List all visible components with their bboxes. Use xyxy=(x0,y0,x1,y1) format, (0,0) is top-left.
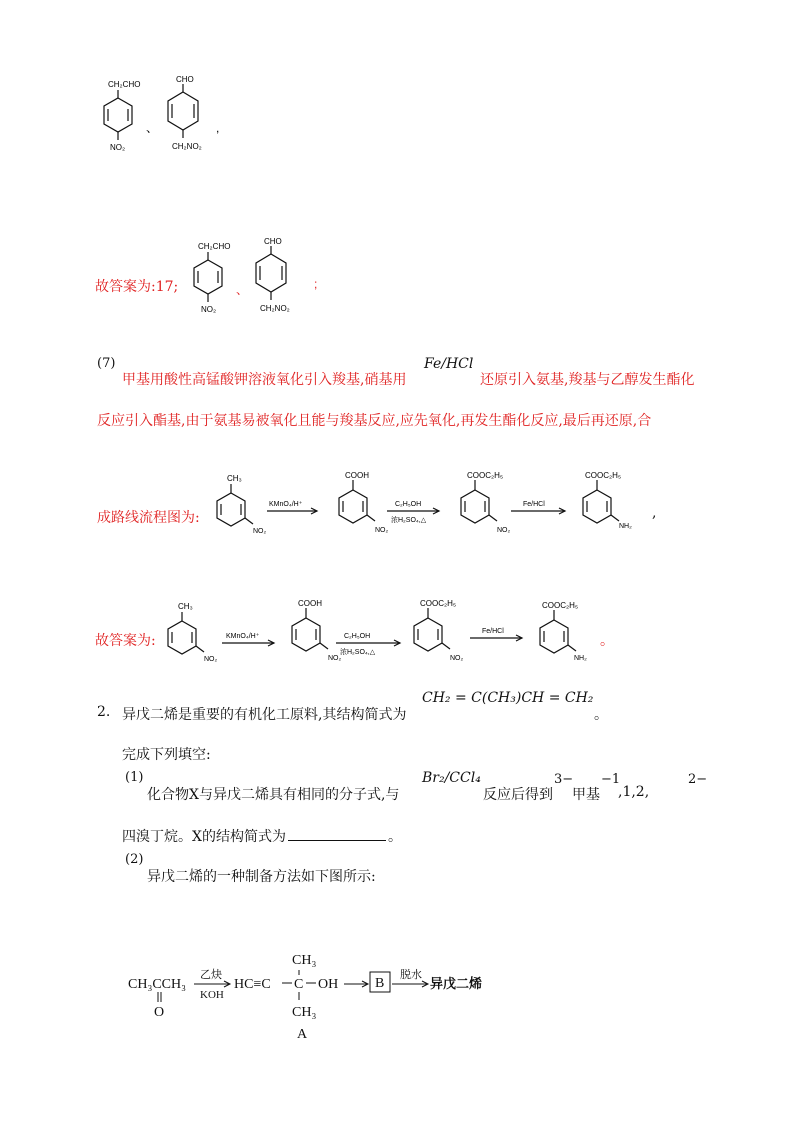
molecule-cho-ch2no2 xyxy=(168,75,202,151)
route1-int2 xyxy=(461,471,511,534)
part7-number: (7) xyxy=(97,356,116,371)
q2-end: 。 xyxy=(594,707,608,723)
q2-part1-text-b: 反应后得到 xyxy=(483,787,553,803)
label-a: A xyxy=(297,1027,308,1042)
mol2-bot-label: CH₂NO₂ xyxy=(172,142,202,151)
r1-int1-top: COOH xyxy=(345,471,369,480)
preparation-scheme xyxy=(120,940,520,1050)
mol1-bot-label: NO₂ xyxy=(110,143,126,152)
r1-start-bot: NO₂ xyxy=(253,528,267,535)
r2-step1: KMnO₄/H⁺ xyxy=(226,633,260,640)
methyl-top: CH₃ xyxy=(292,953,317,968)
q2-part1-reagent: Br₂/CCl₄ xyxy=(422,770,481,786)
r1-start-top: CH₃ xyxy=(227,474,242,483)
q2-formula: CH₂ = C(CH₃)CH = CH₂ xyxy=(422,690,594,706)
r1-int2-top: COOC₂H₅ xyxy=(467,471,504,480)
dehydrate-label: 脱水 xyxy=(400,969,422,981)
hydroxyl: OH xyxy=(318,977,339,992)
trailing-comma: , xyxy=(216,121,220,135)
reagent-koh: KOH xyxy=(200,989,224,1001)
ans-end: ; xyxy=(314,277,318,291)
ans-mol2-bot: CH₂NO₂ xyxy=(260,304,290,313)
q2-part1-text-a: 化合物X与异戊二烯具有相同的分子式,与 xyxy=(147,787,400,803)
alkyne-group: HC≡C xyxy=(234,977,271,992)
quaternary-carbon: C xyxy=(294,977,304,992)
route1-product xyxy=(583,471,632,530)
q2-part2-text: 异戊二烯的一种制备方法如下图所示: xyxy=(147,869,376,885)
q2-part1-line2-a: 四溴丁烷。X的结构简式为 xyxy=(122,829,286,845)
separator: 、 xyxy=(146,121,159,135)
q2-text: 异戊二烯是重要的有机化工原料,其结构简式为 xyxy=(122,707,407,723)
synthesis-route-1 xyxy=(205,466,645,556)
r2-int2-top: COOC₂H₅ xyxy=(420,599,457,608)
r1-step2a: C₂H₅OH xyxy=(395,501,422,508)
ans-mol1-bot: NO₂ xyxy=(201,305,217,314)
answer-label-route: 故答案为: xyxy=(95,633,156,649)
q2-part1-n1: −1 xyxy=(601,772,621,787)
mol2-top-label: CHO xyxy=(176,75,194,84)
route1-start xyxy=(217,474,267,535)
r1-step3: Fe/HCl xyxy=(523,501,545,508)
q2-part1-methyl: 甲基 xyxy=(572,787,600,803)
r1-prod-top: COOC₂H₅ xyxy=(585,471,622,480)
acetone-oxygen: O xyxy=(154,1005,165,1020)
ans-mol2-top: CHO xyxy=(264,237,282,246)
r2-prod-top: COOC₂H₅ xyxy=(542,601,579,610)
r2-start-bot: NO₂ xyxy=(204,656,218,663)
answer-blank[interactable] xyxy=(288,828,386,841)
route-end-comma: , xyxy=(652,505,657,521)
r1-step2b: 浓H₂SO₄,△ xyxy=(391,517,427,524)
r2-prod-bot: NH₂ xyxy=(574,655,587,662)
mol1-top-label: CH₂CHO xyxy=(108,80,141,89)
answer-label-17: 故答案为:17; xyxy=(95,279,179,295)
q2-instruction: 完成下列填空: xyxy=(122,747,211,763)
r2-int1-bot: NO₂ xyxy=(328,655,342,662)
q2-part1-line2-b: 。 xyxy=(387,829,402,845)
q2-part1-list: ,1,2, xyxy=(618,784,650,800)
r2-step2a: C₂H₅OH xyxy=(344,633,371,640)
r2-int1-top: COOH xyxy=(298,599,322,608)
r1-step1: KMnO₄/H⁺ xyxy=(269,501,303,508)
q2-part2-number: (2) xyxy=(125,852,144,867)
ans-mol1-top: CH₂CHO xyxy=(198,242,231,251)
part7-reagent: Fe/HCl xyxy=(424,356,474,372)
part7-text-a: 甲基用酸性高锰酸钾溶液氧化引入羧基,硝基用 xyxy=(122,372,407,388)
methyl-bottom: CH₃ xyxy=(292,1005,317,1020)
molecule-ch2cho-no2 xyxy=(104,80,140,152)
q2-part1-number: (1) xyxy=(125,770,144,785)
ans-sep: 、 xyxy=(236,283,249,297)
q2-part1-line2 xyxy=(122,826,402,846)
r1-int2-bot: NO₂ xyxy=(497,527,511,534)
answer-route-end: 。 xyxy=(600,633,614,649)
product-isoprene: 异戊二烯 xyxy=(430,976,483,991)
acetone-formula: CH₃CCH₃ xyxy=(128,977,186,992)
r2-int2-bot: NO₂ xyxy=(450,655,464,662)
r1-int1-bot: NO₂ xyxy=(375,527,389,534)
structures-pair-1 xyxy=(88,70,238,160)
box-b: B xyxy=(375,976,385,991)
synthesis-route-2 xyxy=(160,596,600,676)
route1-int1 xyxy=(339,471,389,534)
answer-structures xyxy=(186,232,326,320)
q2-part1-n3: 3− xyxy=(554,772,574,787)
r2-start-top: CH₃ xyxy=(178,602,193,611)
r1-prod-bot: NH₂ xyxy=(619,523,632,530)
r2-step3: Fe/HCl xyxy=(482,628,504,635)
q2-number: 2. xyxy=(97,704,111,720)
part7-text-b: 还原引入氨基,羧基与乙醇发生酯化 xyxy=(480,372,695,388)
route-label: 成路线流程图为: xyxy=(97,510,200,526)
reagent-acetylene: 乙炔 xyxy=(200,969,222,981)
q2-part1-n2: 2− xyxy=(688,772,708,787)
r2-step2b: 浓H₂SO₄,△ xyxy=(340,649,376,656)
part7-line2: 反应引入酯基,由于氨基易被氧化且能与羧基反应,应先氧化,再发生酯化反应,最后再还原,合 xyxy=(97,413,652,429)
